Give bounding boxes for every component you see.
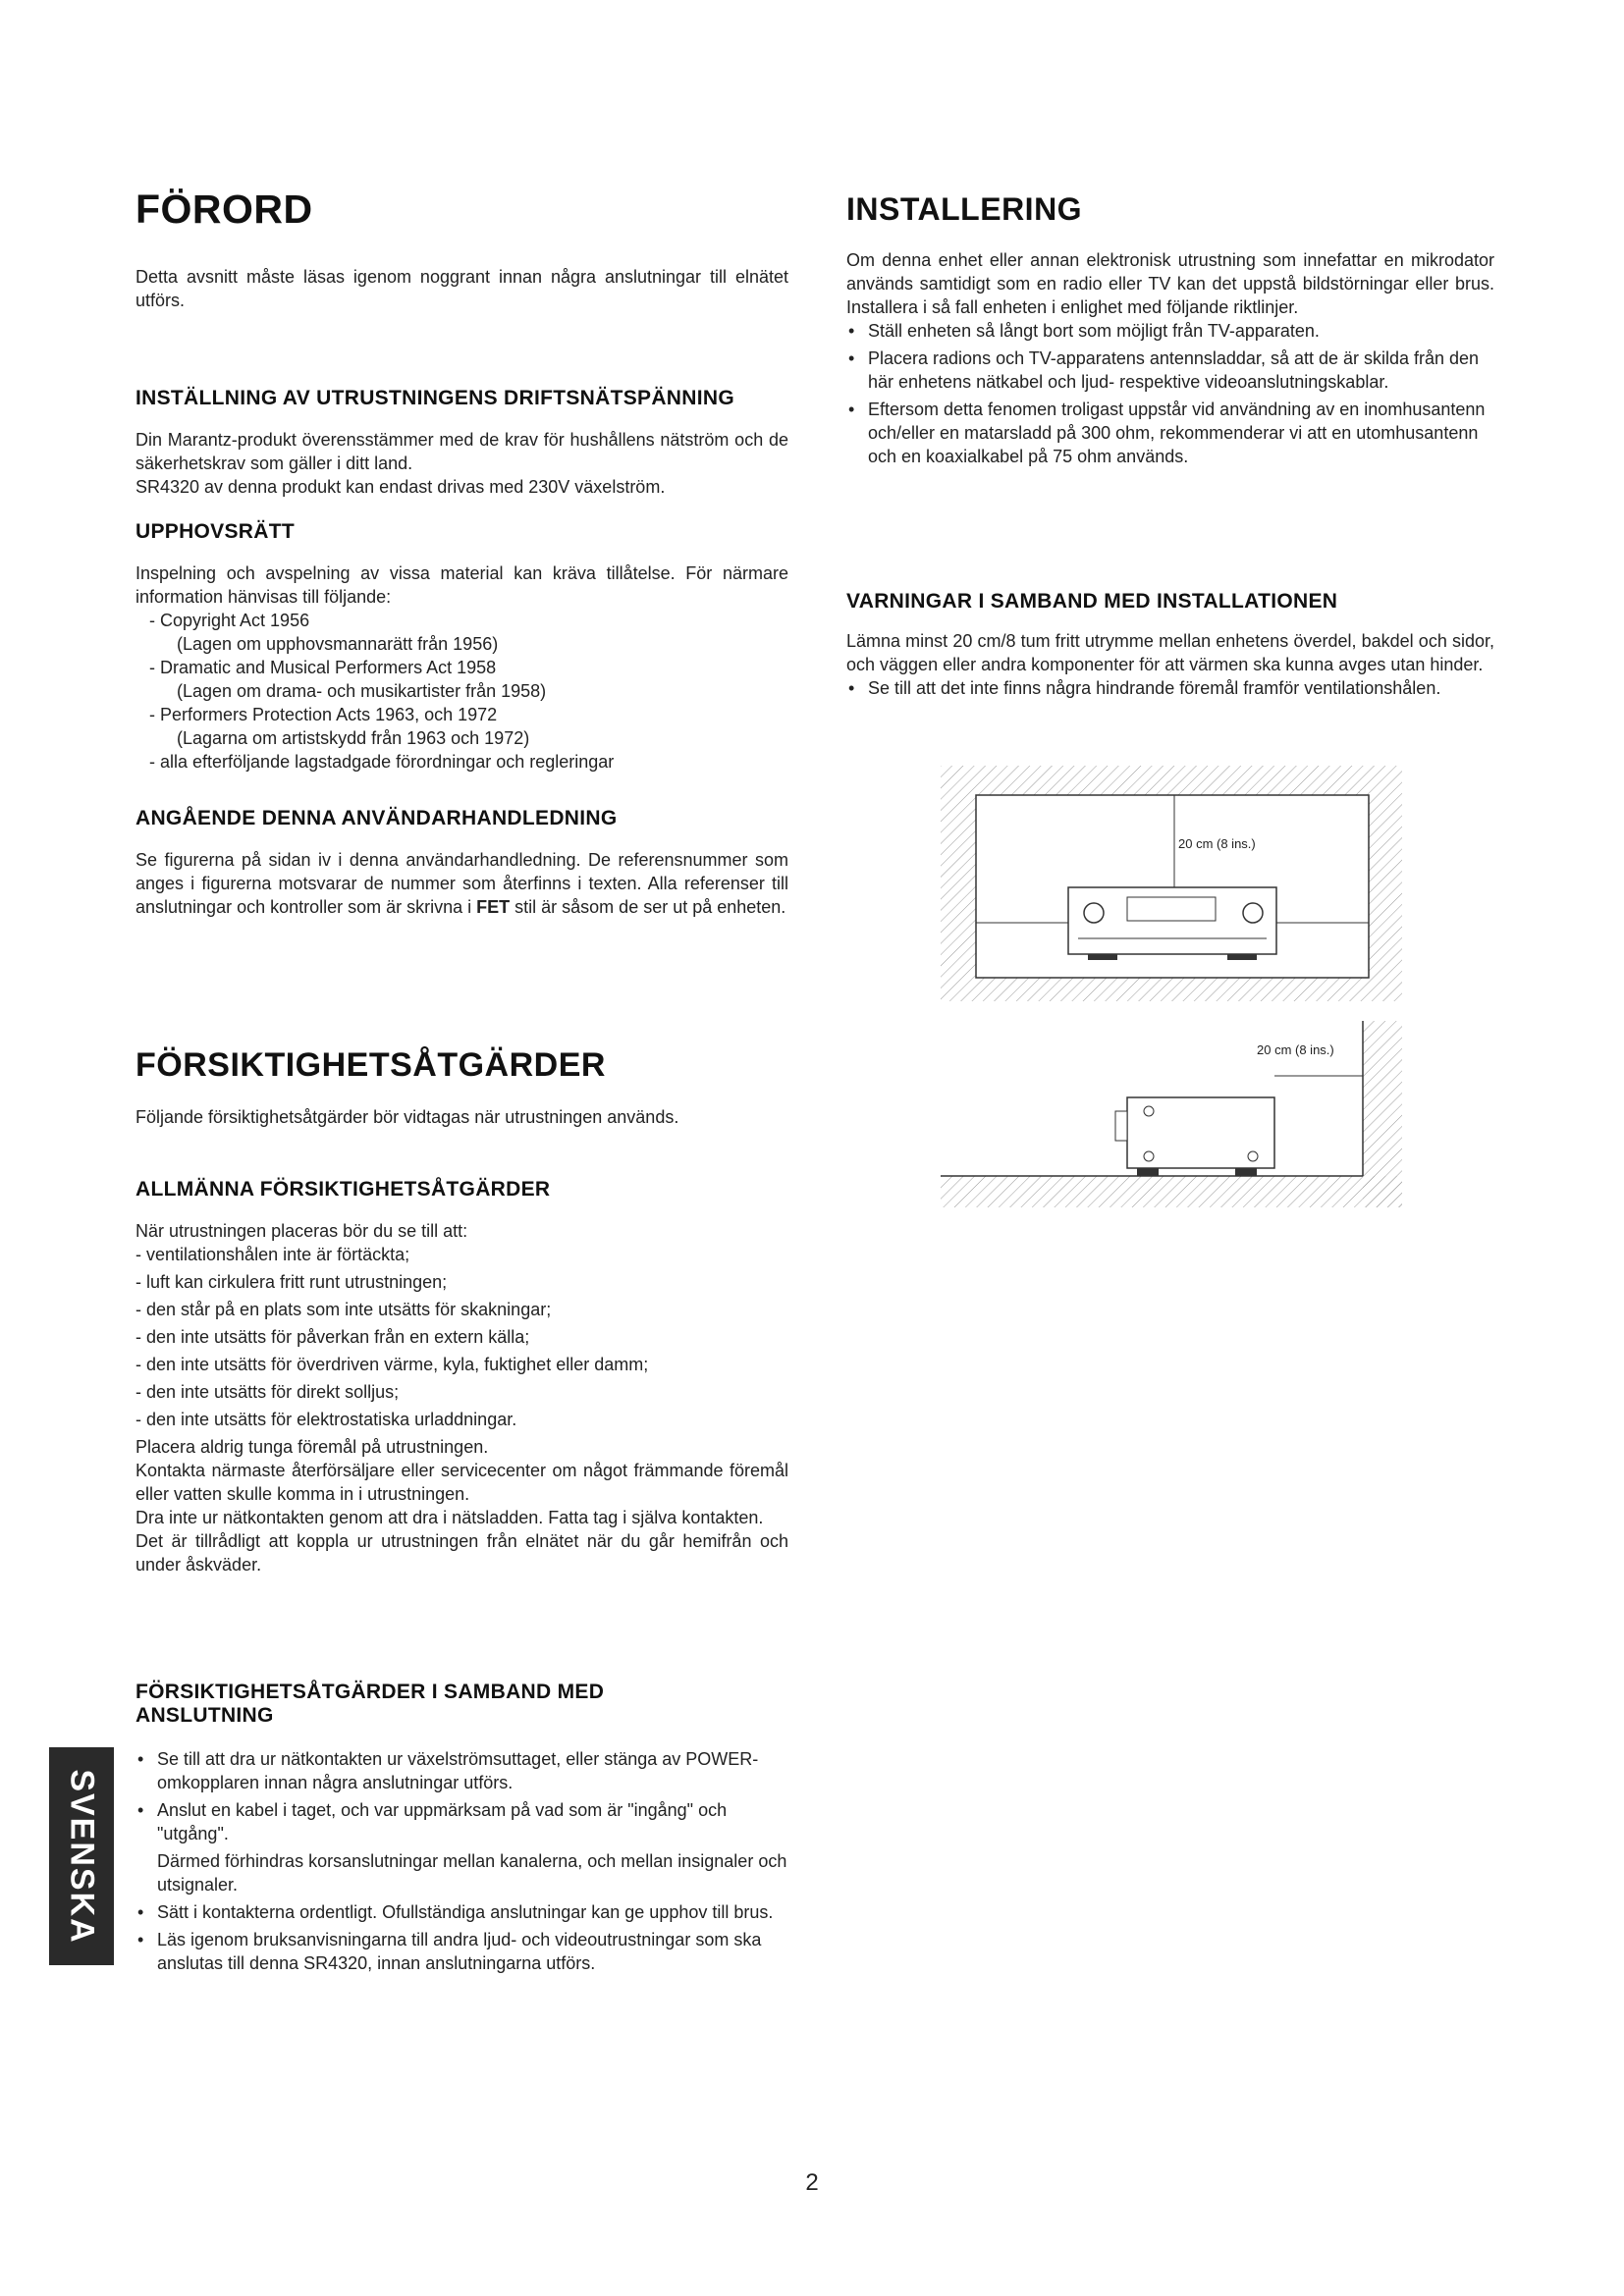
- connection-section: [135, 1747, 788, 1979]
- list-item: - Performers Protection Acts 1963, och 1972 (Lagarna om artistskydd från 1963 och 1972): [149, 705, 530, 748]
- list-item: • Placera radions och TV-apparatens antennsladdar, så att de är skilda från den här enhetens nätkabel och ljud- respektive videoanslutningskablar.: [846, 347, 1494, 394]
- list-item: • Sätt i kontakterna ordentligt. Ofullständiga anslutningar kan ge upphov till brus.: [135, 1900, 788, 1924]
- copyright-list: [135, 609, 788, 774]
- list-item: • Ställ enheten så långt bort som möjligt från TV-apparaten.: [846, 319, 1494, 343]
- installation-section: [846, 248, 1494, 472]
- side-foot-back: [1235, 1168, 1257, 1176]
- forord-title: FÖRORD: [135, 187, 313, 232]
- copyright-heading: UPPHOVSRÄTT: [135, 520, 295, 543]
- list-item: Därmed förhindras korsanslutningar mellan kanalerna, och mellan insignaler och utsignaler.: [157, 1851, 787, 1895]
- general-heading: ALLMÄNNA FÖRSIKTIGHETSÅTGÄRDER: [135, 1178, 551, 1201]
- installation-text: Om denna enhet eller annan elektronisk utrustning som innefattar en mikrodator används samtidigt som en radio eller TV kan det uppstå bildstörningar eller brus. Installera i så fall enheten i enlighet med följande riktlinjer.: [846, 250, 1494, 317]
- list-item: - ventilationshålen inte är förtäckta;: [135, 1245, 410, 1264]
- list-item: • Eftersom detta fenomen troligast uppstår vid användning av en inomhusantenn och/eller en matarsladd på 300 ohm, rekommenderar vi att en utomhusantenn och en koaxialkabel på 75 ohm används.: [846, 398, 1494, 468]
- warnings-list: [846, 676, 1494, 700]
- precautions-intro: Följande försiktighetsåtgärder bör vidtagas när utrustningen används.: [135, 1107, 679, 1127]
- page-number: 2: [805, 2169, 819, 2196]
- side-clearance-label: 20 cm (8 ins.): [1257, 1042, 1334, 1057]
- general-p2: Kontakta närmaste återförsäljare eller servicecenter om något främmande föremål eller vatten skulle komma in i utrustningen.: [135, 1461, 788, 1504]
- list-item: - Copyright Act 1956 (Lagen om upphovsmannarätt från 1956): [149, 611, 499, 654]
- voltage-section: [135, 428, 788, 499]
- list-item: - den inte utsätts för påverkan från en extern källa;: [135, 1327, 530, 1347]
- voltage-heading: INSTÄLLNING AV UTRUSTNINGENS DRIFTSNÄTSPÄNNING: [135, 387, 734, 409]
- hatched-floor: [941, 1176, 1402, 1207]
- general-p1: Placera aldrig tunga föremål på utrustningen.: [135, 1437, 489, 1457]
- warnings-heading: VARNINGAR I SAMBAND MED INSTALLATIONEN: [846, 590, 1338, 613]
- receiver-side-knob: [1115, 1111, 1127, 1141]
- language-side-tab: [49, 1747, 114, 1965]
- copyright-text: Inspelning och avspelning av vissa material kan kräva tillåtelse. För närmare information hänvisas till följande:: [135, 563, 788, 607]
- connection-heading: FÖRSIKTIGHETSÅTGÄRDER I SAMBAND MED ANSLUTNING: [135, 1681, 605, 1727]
- installation-title: INSTALLERING: [846, 191, 1083, 227]
- side-diagram-svg: [941, 1021, 1402, 1207]
- front-diagram-svg: [941, 766, 1402, 1001]
- bold-word: FET: [476, 897, 511, 917]
- list-item: - luft kan cirkulera fritt runt utrustningen;: [135, 1272, 448, 1292]
- forord-intro: Detta avsnitt måste läsas igenom noggrant innan några anslutningar till elnätet utförs.: [135, 267, 788, 310]
- side-foot-front: [1137, 1168, 1159, 1176]
- list-item: - den inte utsätts för direkt solljus;: [135, 1382, 400, 1402]
- front-clearance-label: 20 cm (8 ins.): [1178, 836, 1256, 851]
- list-item: - Dramatic and Musical Performers Act 1958 (Lagen om drama- och musikartister från 1958): [149, 658, 547, 701]
- receiver-side: [1127, 1097, 1274, 1168]
- precautions-title: FÖRSIKTIGHETSÅTGÄRDER: [135, 1046, 606, 1084]
- front-clearance-diagram: [941, 766, 1402, 1001]
- general-lead: När utrustningen placeras bör du se till att:: [135, 1221, 468, 1241]
- side-clearance-diagram: [941, 1021, 1402, 1207]
- list-item: • Anslut en kabel i taget, och var uppmärksam på vad som är "ingång" och "utgång".: [135, 1798, 788, 1845]
- installation-list: [846, 319, 1494, 468]
- warnings-text: Lämna minst 20 cm/8 tum fritt utrymme mellan enhetens överdel, bakdel och sidor, och väggen eller andra komponenter för att värmen ska kunna avges utan hinder.: [846, 631, 1494, 674]
- list-item: - den inte utsätts för överdriven värme, kyla, fuktighet eller damm;: [135, 1355, 649, 1374]
- list-item: • Se till att det inte finns några hindrande föremål framför ventilationshålen.: [846, 676, 1494, 700]
- copyright-section: [135, 561, 788, 774]
- language-label: SVENSKA: [63, 1768, 101, 1945]
- receiver-foot-left: [1088, 954, 1117, 960]
- voltage-text-2: SR4320 av denna produkt kan endast drivas med 230V växelström.: [135, 477, 666, 497]
- general-p4: Det är tillrådligt att koppla ur utrustningen från elnätet när du går hemifrån och under åskväder.: [135, 1531, 788, 1575]
- list-item: - den står på en plats som inte utsätts för skakningar;: [135, 1300, 552, 1319]
- warnings-section: [846, 629, 1494, 704]
- list-item: - alla efterföljande lagstadgade förordningar och regleringar: [149, 752, 615, 772]
- connection-list: [135, 1747, 788, 1975]
- manual-heading: ANGÅENDE DENNA ANVÄNDARHANDLEDNING: [135, 807, 618, 829]
- voltage-text: Din Marantz-produkt överensstämmer med de krav för hushållens nätström och de säkerhetskrav som gäller i ditt land.: [135, 430, 788, 473]
- list-item: - den inte utsätts för elektrostatiska urladdningar.: [135, 1410, 517, 1429]
- general-list: [135, 1243, 788, 1431]
- list-item: • Se till att dra ur nätkontakten ur växelströmsuttaget, eller stänga av POWER-omkopplaren innan några anslutningar utförs.: [135, 1747, 788, 1794]
- manual-text: Se figurerna på sidan iv i denna användarhandledning. De referensnummer som anges i figurerna motsvarar de nummer som återfinns i texten. Alla referenser till anslutningar och kontroller som är skrivna i FET stil är såsom de ser ut på enheten.: [135, 850, 788, 917]
- receiver-foot-right: [1227, 954, 1257, 960]
- receiver-display: [1127, 897, 1216, 921]
- general-section: [135, 1219, 788, 1576]
- list-item: • Läs igenom bruksanvisningarna till andra ljud- och videoutrustningar som ska anslutas till denna SR4320, innan anslutningarna utförs.: [135, 1928, 788, 1975]
- general-p3: Dra inte ur nätkontakten genom att dra i nätsladden. Fatta tag i själva kontakten.: [135, 1508, 764, 1527]
